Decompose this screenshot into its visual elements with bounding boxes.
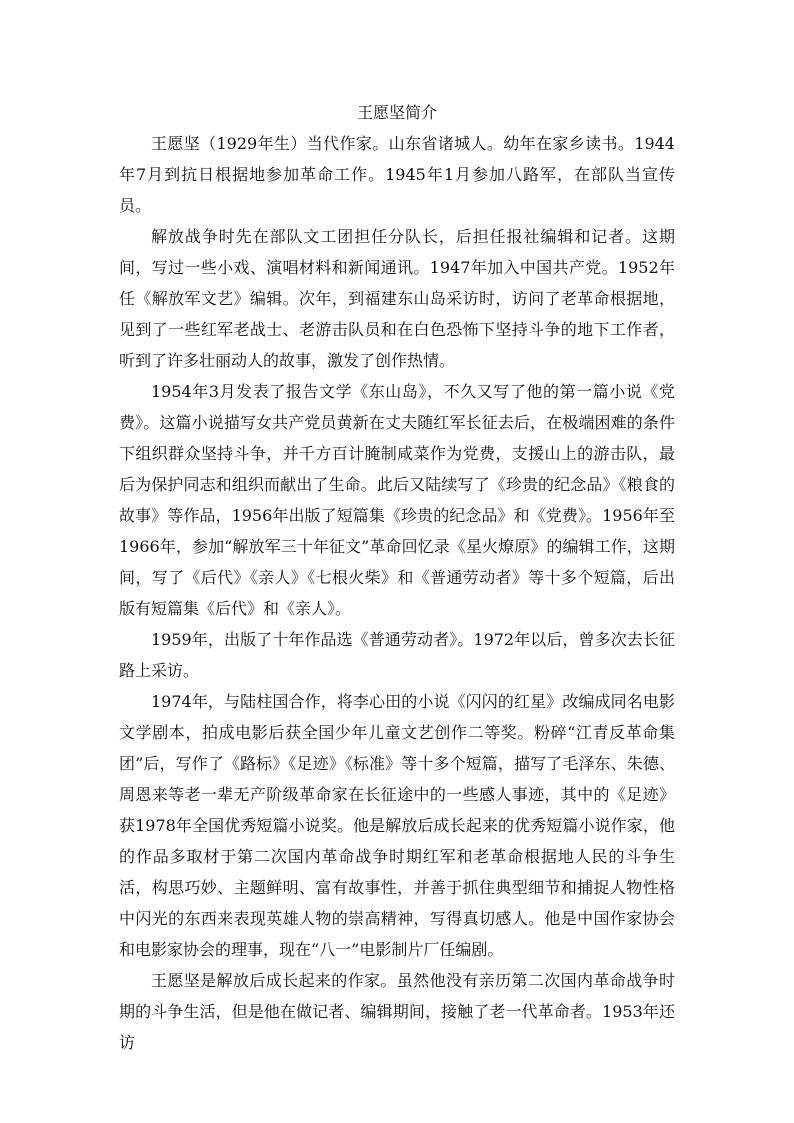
document-page: [119, 98, 675, 1058]
paragraph-5: 1974年，与陆柱国合作，将李心田的小说《闪闪的红星》改编成同名电影文学剧本，拍成电影后获全国少年儿童文艺创作二等奖。粉碎“江青反革命集团”后，写作了《路标》《足迹》《标准》等十多个短篇，描写了毛泽东、朱德、周恩来等老一辈无产阶级革命家在长征途中的一些感人事迹，其中的《足迹》获1978年全国优秀短篇小说奖。他是解放后成长起来的优秀短篇小说作家，他的作品多取材于第二次国内革命战争时期红军和老革命根据地人民的斗争生活，构思巧妙、主题鲜明、富有故事性，并善于抓住典型细节和捕捉人物性格中闪光的东西来表现英雄人物的崇高精神，写得真切感人。他是中国作家协会和电影家协会的理事，现在“八一”电影制片厂任编剧。: [119, 692, 675, 959]
document-title: 王愿坚简介: [356, 103, 437, 122]
paragraph-4: 1959年，出版了十年作品选《普通劳动者》。1972年以后，曾多次去长征路上采访。: [119, 630, 675, 680]
paragraph-2: 解放战争时先在部队文工团担任分队长，后担任报社编辑和记者。这期间，写过一些小戏、演唱材料和新闻通讯。1947年加入中国共产党。1952年任《解放军文艺》编辑。次年，到福建东山岛采访时，访问了老革命根据地，见到了一些红军老战士、老游击队员和在白色恐怖下坚持斗争的地下工作者，听到了许多壮丽动人的故事，激发了创作热情。: [119, 227, 675, 370]
paragraph-6: 王愿坚是解放后成长起来的作家。虽然他没有亲历第二次国内革命战争时期的斗争生活，但是他在做记者、编辑期间，接触了老一代革命者。1953年还访: [119, 971, 675, 1052]
paragraph-1: 王愿坚（1929年生）当代作家。山东省诸城人。幼年在家乡读书。1944年7月到抗日根据地参加革命工作。1945年1月参加八路军，在部队当宣传员。: [119, 134, 675, 215]
paragraph-3: 1954年3月发表了报告文学《东山岛》，不久又写了他的第一篇小说《党费》。这篇小说描写女共产党员黄新在丈夫随红军长征去后，在极端困难的条件下组织群众坚持斗争，并千方百计腌制咸菜作为党费，支援山上的游击队，最后为保护同志和组织而献出了生命。此后又陆续写了《珍贵的纪念品》《粮食的故事》等作品，1956年出版了短篇集《珍贵的纪念品》和《党费》。1956年至1966年，参加“解放军三十年征文”革命回忆录《星火燎原》的编辑工作，这期间，写了《后代》《亲人》《七根火柴》和《普通劳动者》等十多个短篇，后出版有短篇集《后代》和《亲人》。: [119, 382, 675, 618]
